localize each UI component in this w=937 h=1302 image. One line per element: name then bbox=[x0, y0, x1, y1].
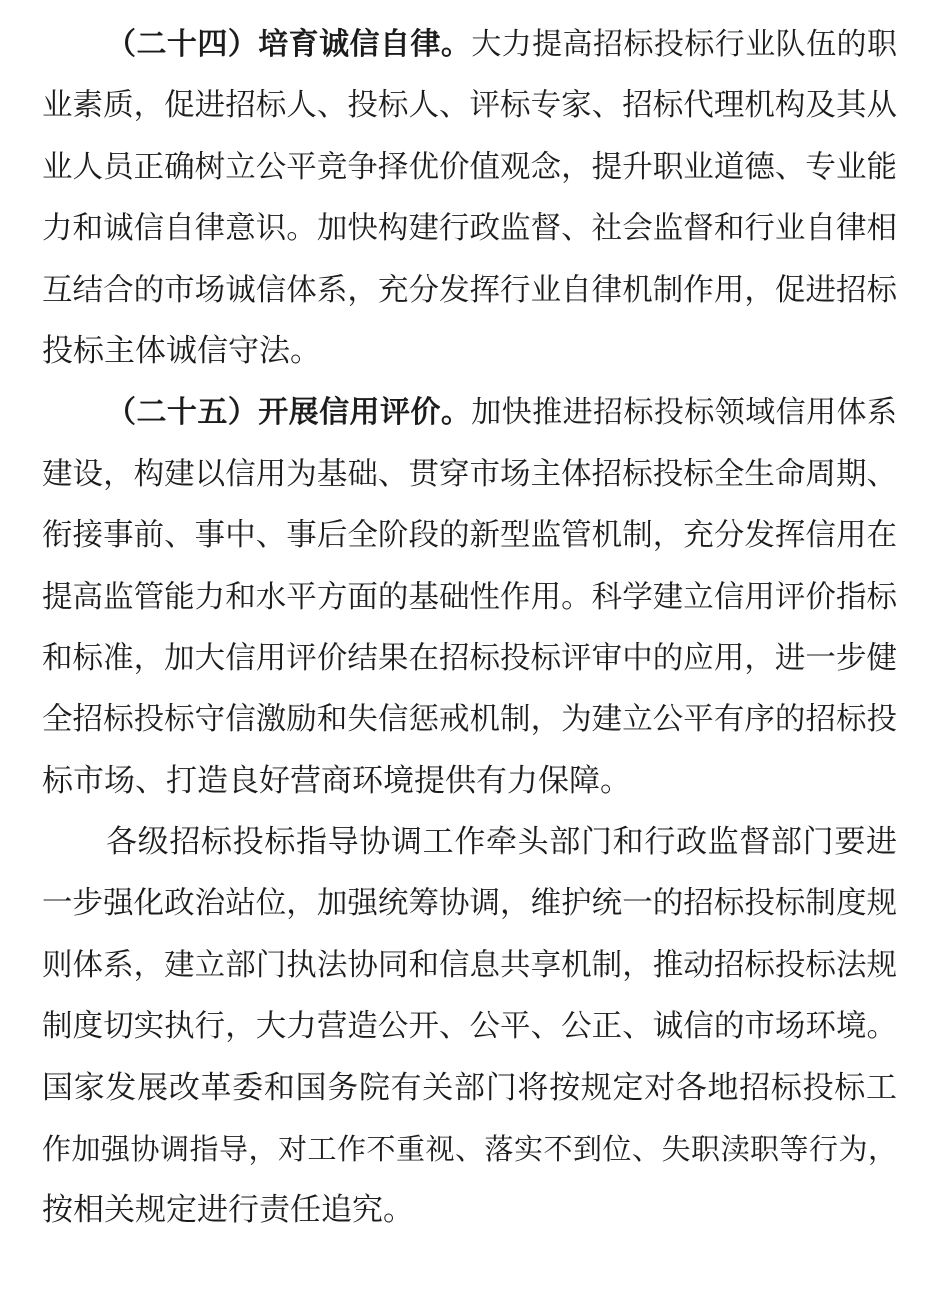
paragraph-line: 全招标投标守信激励和失信惩戒机制，为建立公平有序的招标投 bbox=[42, 702, 897, 738]
paragraph-line: 业人员正确树立公平竞争择优价值观念，提升职业道德、专业能 bbox=[42, 149, 897, 185]
paragraph-line: 业素质，促进招标人、投标人、评标专家、招标代理机构及其从 bbox=[42, 88, 897, 124]
section-heading: （二十五）开展信用评价。 bbox=[106, 395, 472, 431]
paragraph-line: 建设，构建以信用为基础、贯穿市场主体招标投标全生命周期、 bbox=[42, 456, 897, 492]
paragraph-line: 一步强化政治站位，加强统筹协调，维护统一的招标投标制度规 bbox=[42, 886, 897, 922]
paragraph-line: 作加强协调指导，对工作不重视、落实不到位、失职渎职等行为， bbox=[42, 1132, 897, 1167]
paragraph-text: 加快推进招标投标领域信用体系 bbox=[471, 395, 898, 431]
paragraph-line: 和标准，加大信用评价结果在招标投标评审中的应用，进一步健 bbox=[42, 640, 897, 676]
paragraph-line: 互结合的市场诚信体系，充分发挥行业自律机制作用，促进招标 bbox=[42, 272, 897, 308]
paragraph-line: 提高监管能力和水平方面的基础性作用。科学建立信用评价指标 bbox=[42, 579, 897, 615]
paragraph-line: 按相关规定进行责任追究。 bbox=[42, 1192, 414, 1229]
paragraph-line: 制度切实执行，大力营造公开、公平、公正、诚信的市场环境。 bbox=[42, 1009, 897, 1045]
paragraph-line: 力和诚信自律意识。加快构建行政监督、社会监督和行业自律相 bbox=[42, 211, 897, 247]
paragraph-line: 各级招标投标指导协调工作牵头部门和行政监督部门要进 bbox=[106, 824, 897, 861]
paragraph-text: 大力提高招标投标行业队伍的职 bbox=[471, 27, 898, 62]
paragraph-closing-requirements bbox=[42, 812, 897, 1242]
paragraph-line: 标市场、打造良好营商环境提供有力保障。 bbox=[42, 762, 631, 799]
paragraph-line: 则体系，建立部门执法协同和信息共享机制，推动招标投标法规 bbox=[42, 947, 897, 983]
paragraph-24-cultivate-integrity bbox=[42, 14, 897, 382]
paragraph-line: 投标主体诚信守法。 bbox=[42, 332, 321, 369]
paragraph-line bbox=[42, 14, 897, 75]
section-heading: （二十四）培育诚信自律。 bbox=[106, 27, 472, 62]
paragraph-line: 衔接事前、事中、事后全阶段的新型监管机制，充分发挥信用在 bbox=[42, 518, 897, 554]
paragraph-line bbox=[42, 382, 897, 443]
paragraph-line: 国家发展改革委和国务院有关部门将按规定对各地招标投标工 bbox=[42, 1069, 897, 1106]
paragraph-25-credit-evaluation bbox=[42, 382, 897, 812]
